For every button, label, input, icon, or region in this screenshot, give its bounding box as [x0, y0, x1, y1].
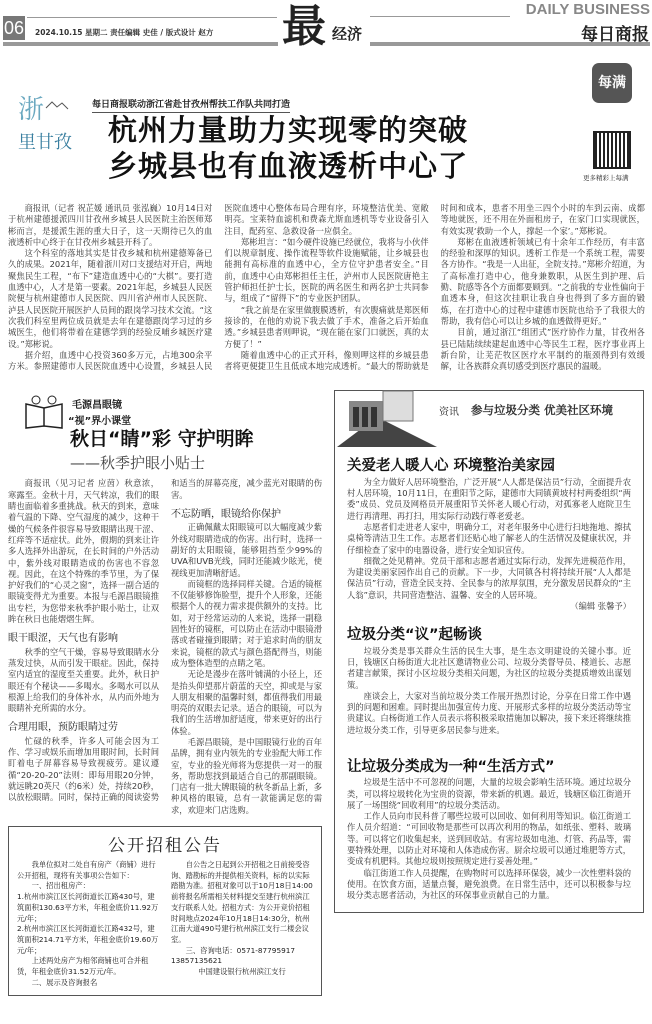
rental-notice-title: 公开招租公告: [108, 836, 222, 857]
paragraph: 无论是漫步在落叶铺满的小径上，还是抬头仰望那片蔚蓝的天空，抑或是与家人朋友相聚的温馨时刻，都值得我们用最明亮的双眼去记录。适合的眼镜，可以为我们的生活增加舒适度，带来更好的出行体验。: [171, 669, 322, 736]
paragraph: 垃圾分类是事关群众生活的民生大事，是生态文明建设的关键小事。近日，钱塘区白杨街道大北社区邀请物业公司、垃圾分类督导员、楼道长、志愿者建言献策，探讨小区垃圾分类相关问题，为社区的垃圾分类提质增效出谋划策。: [347, 645, 631, 690]
paragraph: 秋季的空气干燥，容易导致眼睛水分蒸发过快，从而引发干眼症。因此，保持室内适宜的湿度至关重要。此外，秋日护眼还有个秘诀——多喝水。多喝水可以从根源上给我们的身体补水，从内而外地为眼睛补充所需的水分。: [8, 646, 159, 714]
paragraph: 垃圾是生活中不可忽视的问题，大量的垃圾会影响生活环境。通过垃圾分类，可以将垃圾转化为宝贵的资源，带来新的机遇。最近，钱塘区临江街道开展了一场围绕“回收利用”的垃圾分类活动。: [347, 777, 631, 810]
paragraph: “我之前是在家里做腹膜透析，有次腹痛就是郑医师接诊的，在他的劝说下我去做了手术，准备之后开始血透。”乡城县患者则呷说，“现在能在家门口就医，真的太方便了！”: [224, 304, 429, 349]
svg-text:里甘孜: 里甘孜: [18, 132, 72, 153]
masthead-char: 最: [282, 1, 326, 52]
editor-credit: （编辑 张馨予）: [570, 601, 631, 612]
paragraph: 目前，通过浙江“组团式”医疗协作力量，甘孜州各县已陆陆续续建起血透中心等民生工程，医疗事业再上新台阶，让芜茫牧区医疗水平制约的瓶颈得到有效缓解，让各族群众真切感受到医疗惠民的温暖。: [440, 327, 645, 372]
article-title: 关爱老人暖人心 环境整治美家园: [347, 458, 556, 475]
paragraph: 临江街道工作人员提醒，在购物时可以选择环保袋，减少一次性塑料袋的使用。在饮食方面，适量点餐，避免浪费。在日常生活中，还可以积极参与垃圾分类志愿者活动，为社区的环保事业贡献自己的力量。: [347, 867, 631, 901]
section-heading: 眼干眼涩，天气也有影响: [8, 633, 118, 645]
page-header-area: [0, 0, 652, 203]
eye-subtitle: ——秋季护眼小贴士: [70, 454, 206, 473]
eye-article-body: [8, 478, 322, 816]
kicker: 每日商报联动浙江省赴甘孜州帮扶工作队共同打造: [92, 97, 290, 113]
banner-title: 参与垃圾分类 优美社区环境: [471, 403, 614, 418]
paragraph: 志愿者们走进老人家中，明确分工，对老年服务中心进行扫地拖地、擦拭桌椅等清洁卫生工作。志愿者们还贴心地了解老人的生活情况及健康状况，并仔细检查了家中的电器设备，进行安全知识宣传。: [347, 521, 631, 555]
dateline: 2024.10.15 星期二 责任编辑 史佳 / 版式设计 赵方: [35, 28, 214, 37]
paragraph: 据介绍，血透中心投资360多万元，占地300余平方米。参照建德市人民医院血透中心设置，乡城县人民医院血透中心整体布局合理有序，环境整洁优美、宽敞明亮。宝莱特血滤机和费森尤斯血透机等专业设备引入注目，配药室、急救设备一应俱全。: [8, 203, 429, 372]
left-column: [8, 390, 322, 995]
paragraph: 商报讯（记者 祝芷媛 通讯员 张泓巍）10月14日对于杭州建德援派四川甘孜州乡城县人民医院主治医师郑彬而言，是援派生涯的重大日子，这一天期待已久的血液透析中心终于在甘孜州乡城县开科了。: [8, 203, 213, 247]
community-news-box: [334, 390, 644, 912]
recycling-station-illustration: [337, 387, 437, 449]
eye-header: [8, 390, 322, 478]
header-rule-top: [27, 17, 277, 18]
brand-cn: 每日商报: [581, 25, 649, 45]
paragraph: 一、招出租房产：: [31, 881, 90, 891]
paragraph: 为全力做好人居环境整治，广泛开展“人人都是保洁员”行动，全面提升农村人居环境，10月11日，在重阳节之际，建德市大同镇黄坡村村两委组织“两委”成员、党员及网格员开展重阳节关怀老人暖心行动，对孤寡老人庭院卫生进行再清理、再打扫，用实际行动践行尊老爱老。: [347, 476, 631, 521]
paragraph: 细微之处见精神。党员干部和志愿者通过实际行动，发挥先进模范作用，为建设美丽家园作出自己的贡献。下一步，大同镇各村将持续开展“人人都是保洁员”行动，营造全民支持、全民参与的浓厚氛围，充分激发居民群众的“主人翁”意识，共同营造整洁、温馨、安全的人居环境。: [347, 555, 631, 600]
paragraph: 三、咨询电话：0571-87795917 13857135621: [171, 945, 296, 966]
paragraph: 上述两处房产为相邻商铺也可合并租赁，年租金底价31.52万元/年。: [17, 956, 149, 977]
section-heading: 合理用眼，预防眼睛过劳: [8, 722, 118, 734]
headline-line-1: 杭州力量助力实现零的突破: [108, 113, 469, 147]
article-title: 垃圾分类“议”起畅谈: [347, 627, 483, 644]
svg-text:浙: 浙: [18, 95, 45, 125]
paragraph: 郑彬在血液透析领域已有十余年工作经历，有丰富的经验和深厚的知识。透析工作是一个系统工程，需要各方协作。“我是一人出征，全院支持。”郑彬介绍道，为了高标准打造中心，他身兼数职，从医生到护理、后勤、院感等各个方面都要顾到。“之前我的专业性偏向于血透本身，但这次挂职让我自身也得到了多方面的锻炼，在打造中心的过程中建德市医院也给予了我很大的帮助，我有信心可以让乡城的血透做得更好。”: [440, 236, 645, 326]
paragraph: 座谈会上，大家对当前垃圾分类工作展开热烈讨论，分享在日常工作中遇到的问题和困难。同时提出加强宣传力度、开展形式多样的垃圾分类活动等宝贵建议。白杨街道工作人员表示将积极采取措施加以解决，接下来还将继续推进垃圾分类工作，引导更多居民参与进来。: [347, 690, 631, 735]
article-title: 让垃圾分类成为一种“生活方式”: [347, 758, 555, 775]
paragraph: 正确佩戴太阳眼镜可以大幅度减少紫外线对眼睛造成的伤害。出行时，选择一副好的太阳眼镜，能够阻挡至少99%的UVA和UVB光线，同时还能减少眩光，使视线更加清晰舒适。: [171, 522, 322, 578]
paragraph: 我单位拟对二处自有房产（商铺）进行公开招租，现将有关事项公告如下：: [17, 860, 156, 880]
qr-caption: 更多精彩上每满: [583, 174, 629, 182]
app-icon[interactable]: 每满: [592, 63, 632, 103]
paragraph: 自公告之日起到公开招租之日前接受咨询、踏勘标的并提供相关资料，标的以实际踏勘为准。招租对象可以于10月18日14:00前将报名所需相关材料提交至建行杭州滨江支行联系人处。招租方式：为公开竞价招租时间地点2024年10月18日14:30分，杭州江南大道490号建行杭州滨江支行二楼会议室。: [171, 860, 313, 944]
brand-en: DAILY BUSINESS: [525, 1, 650, 18]
headline-line-2: 乡城县也有血液透析中心了: [108, 149, 469, 183]
paragraph: 商报讯（见习记者 应茵）秋意浓，寒露至。金秋十月，天气转凉，我们的眼睛也面临着多重挑战。秋天的到来，意味着气温的下降、空气湿度的减少，这种干燥的气候条件很容易导致眼睛出现干涩、红痒等不适症状。此外，假期的到来让许多人选择外出游玩，在长时间的户外活动中，紫外线对眼睛造成的伤害也不容忽视。因此，在这个特殊的季节里，为了保护好我们的“心灵之窗”，选择一副合适的眼镜变得尤为重要。本报与毛源昌眼镜推出专栏，为您带来秋季护眼小贴士，让双眸在秋日也能熠熠生辉。: [8, 478, 159, 625]
paragraph: 工作人员向市民科普了哪些垃圾可以回收、如何利用等知识。临江街道工作人员介绍道：“可回收物是那些可以再次利用的物品，如纸张、塑料、玻璃等。可以将它们收集起来，送到回收站。有害垃圾如电池、灯管、药品等，需要特殊处理，以防止对环境和人体造成伤害。厨余垃圾可以通过堆肥等方式，变成有机肥料。其他垃圾则按照规定进行妥善处理。”: [347, 811, 631, 867]
paragraph: 1.杭州市滨江区长河街道长江路430号，建筑面积130.63平方米，年租金底价11.92万元/年；: [17, 892, 159, 923]
paragraph: 毛源昌眼镜，是中国眼镜行业的百年品牌，拥有业内领先的专业验配大师工作室，专业的验光师将为您提供一对一的服务，帮助您找到最适合自己的那副眼镜。门店有一批大牌眼镜的秋冬新品上新，多种风格的眼镜，总有一款能满足您的需求，欢迎来门店选购。: [171, 736, 322, 815]
paragraph: 二、展示及咨询报名: [31, 977, 98, 987]
lead-article-body: [8, 203, 645, 372]
section-heading: 不忘防晒，眼镜给你保护: [171, 509, 281, 521]
paragraph: 忙碌的秋季，许多人可能会因为工作、学习或娱乐而增加用眼时间，长时间盯着电子屏幕容易导致视疲劳。建议遵循“20-20-20”法则：即每用眼20分钟，就远眺20英尺（约6米）处，持续20秒，以放松眼睛。同时，保持正确的阅读姿势和适当的屏幕亮度，减少蓝光对眼睛的伤害。: [8, 478, 322, 803]
rental-notice: [8, 826, 322, 995]
news-tag: 资讯: [439, 407, 459, 419]
paragraph: 随着血透中心的正式开科，像则呷这样的乡城县患者将更便捷卫生且低成本地完成透析。“最大的帮助就是时间和成本，患者不用坐三四个小时的车到云南、成都等地就医，还不用在外面租房子，在家门口实现就医，有效实现‘救助一个人，撑起一个家’。”郑彬说。: [224, 203, 645, 372]
zheli-ganzi-logo: [16, 88, 86, 158]
signature: 中国建设银行杭州滨江支行: [198, 967, 286, 977]
page-number: 06: [3, 18, 25, 38]
lower-section: [0, 372, 652, 1003]
paragraph: 2.杭州市滨江区长河街道长江路432号，建筑面积214.71平方米，年租金底价19.60万元/年；: [17, 924, 159, 955]
book-glasses-icon: [22, 394, 66, 430]
eye-column: “视”界小课堂: [68, 416, 132, 428]
paragraph: 这个科室的落地其实是甘孜乡城和杭州建德筹备已久的成果。2021年，随着浙川对口支援结对开启，两地聚焦民生工程，“布下”建造血透中心的“大棋”。要打造血透中心，人才是第一要素。2021年起，乡城县人民医院便与杭州建德市人民医院、四川省泸州市人民医院、泸县人民医院开展医护人员间的跟岗学习技术交流。“这次我们科室里两位成员就是去年在建德跟岗学习过的乡城医生，他们将带着在建德学到的经验反哺乡城医疗建设。”郑彬说。: [8, 248, 213, 349]
header-rule-top-right: [370, 16, 510, 17]
qr-code-icon[interactable]: [593, 131, 631, 169]
headline: [108, 112, 468, 184]
eye-sponsor: 毛源昌眼镜: [72, 400, 122, 412]
community-box-header: [335, 391, 643, 449]
eye-title: 秋日“睛”彩 守护明眸: [70, 428, 254, 451]
community-articles: [335, 449, 643, 901]
paragraph: 而镜框的选择同样关键。合适的镜框不仅能够修饰脸型，提升个人形象，还能根据个人的视力需求提供额外的支持。比如，对于经常运动的人来说，选择一副稳固性好的镜框，可以防止在活动中眼镜滑落或者碰撞到眼睛；对于追求时尚的朋友来说，镜框的款式与颜色搭配得当，则能成为整体造型的点睛之笔。: [171, 578, 322, 668]
paragraph: 郑彬坦言：“如今硬件设施已经就位，我将与小伙伴们以规章制度、操作流程等软件设施赋能，让乡城县也能拥有高标准的血透中心，全方位守护患者安全。”目前，血透中心由郑彬担任主任，泸州市人民医院唐艳主管护师担任护士长，医院的两名医生和两名护士共同参与，组成了“留得下”的专业医护团队。: [224, 236, 429, 304]
section-name: 经济: [332, 25, 363, 43]
header-rule-left: [3, 42, 278, 46]
